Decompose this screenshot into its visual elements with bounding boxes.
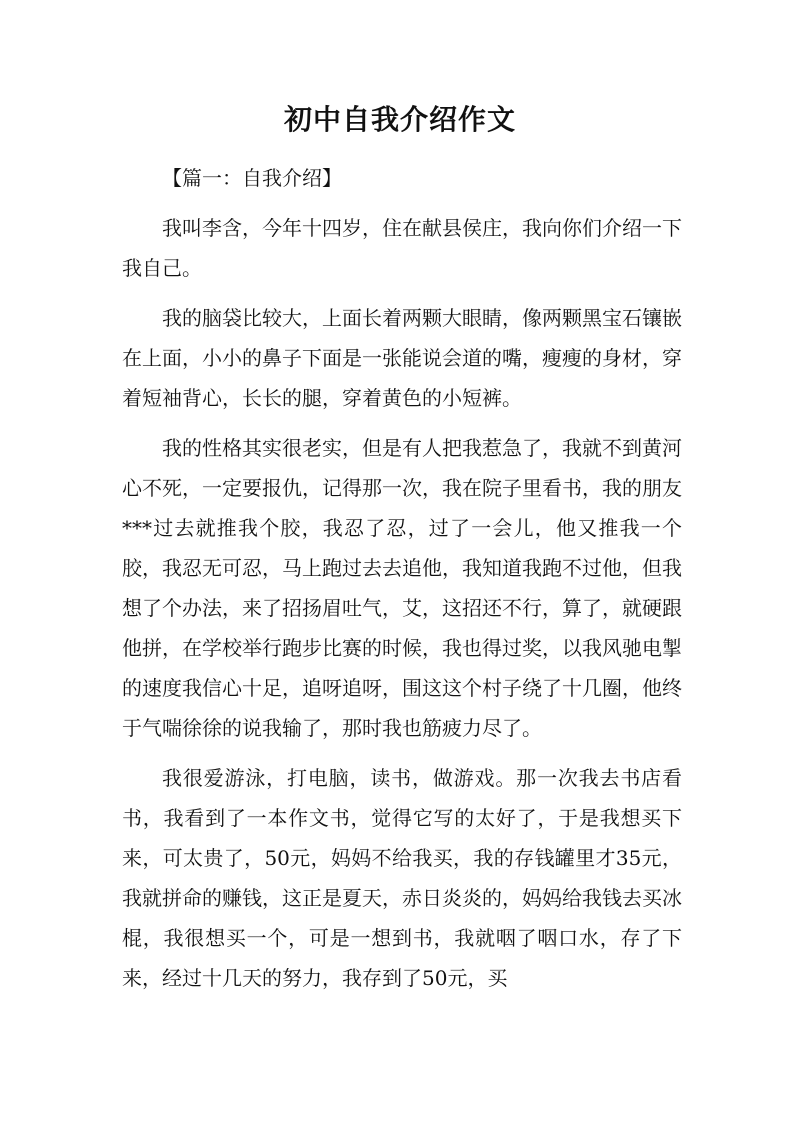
document-title: 初中自我介绍作文 — [283, 103, 516, 136]
document-body — [122, 158, 682, 1008]
paragraph-3: 我的性格其实很老实，但是有人把我惹急了，我就不到黄河心不死，一定要报仇，记得那一次，我在院子里看书，我的朋友***过去就推我个胶，我忍了忍，过了一会儿，他又推我一个胶，我忍无可忍，马上跑过去去追他，我知道我跑不过他，但我想了个办法，来了招扬眉吐气，艾，这招还不行，算了，就硬跟他拼，在学校举行跑步比赛的时候，我也得过奖，以我风驰电掣的速度我信心十足，追呀追呀，围这这个村子绕了十几圈，他终于气喘徐徐的说我输了，那时我也筋疲力尽了。 — [122, 436, 682, 740]
paragraph-2: 我的脑袋比较大，上面长着两颗大眼睛，像两颗黑宝石镶嵌在上面，小小的鼻子下面是一张能说会道的嘴，瘦瘦的身材，穿着短袖背心，长长的腿，穿着黄色的小短裤。 — [122, 306, 682, 410]
section-heading: 【篇一：自我介绍】 — [162, 166, 342, 190]
paragraph-1: 我叫李含，今年十四岁，住在献县侯庄，我向你们介绍一下我自己。 — [122, 216, 682, 280]
paragraph-4: 我很爱游泳，打电脑，读书，做游戏。那一次我去书店看书，我看到了一本作文书，觉得它写的太好了，于是我想买下来，可太贵了，50元，妈妈不给我买，我的存钱罐里才35元，我就拼命的赚钱，这正是夏天，赤日炎炎的，妈妈给我钱去买冰棍，我很想买一个，可是一想到书，我就咽了咽口水，存了下来，经过十几天的努力，我存到了50元，买 — [122, 766, 682, 990]
